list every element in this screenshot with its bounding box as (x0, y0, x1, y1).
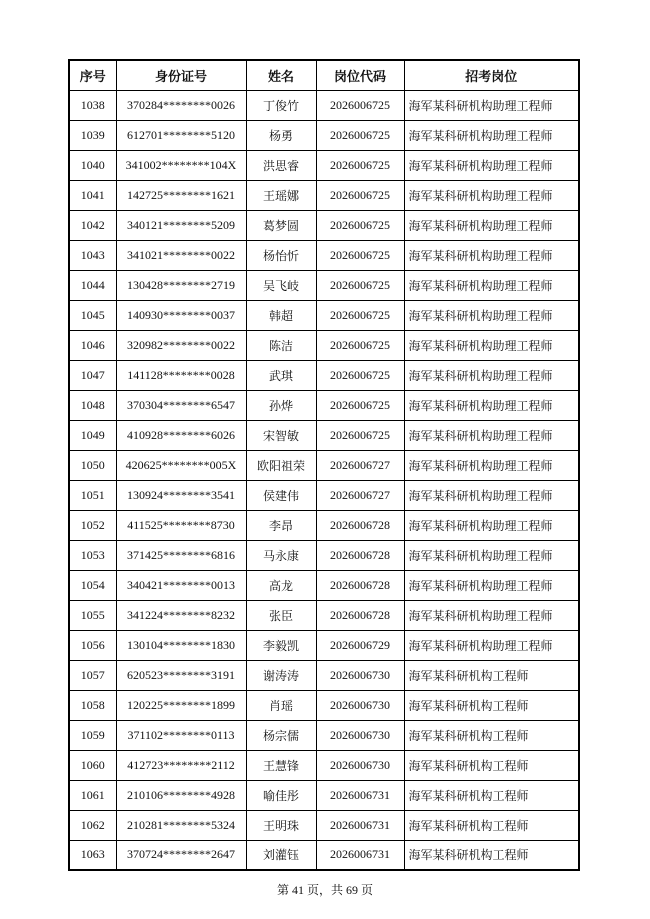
table-cell: 2026006730 (316, 660, 404, 690)
table-cell: 2026006725 (316, 150, 404, 180)
recruitment-roster-table (68, 59, 580, 871)
table-cell: 2026006727 (316, 480, 404, 510)
table-cell: 1047 (69, 360, 116, 390)
table-body (69, 90, 579, 870)
table-cell: 1048 (69, 390, 116, 420)
table-cell: 张臣 (246, 600, 316, 630)
table-cell: 海军某科研机构助理工程师 (404, 630, 579, 660)
table-cell: 612701********5120 (116, 120, 246, 150)
table-cell: 海军某科研机构工程师 (404, 840, 579, 870)
table-cell: 1050 (69, 450, 116, 480)
table-header-row (69, 60, 579, 90)
table-cell: 2026006730 (316, 750, 404, 780)
table-cell: 210281********5324 (116, 810, 246, 840)
table-cell: 340421********0013 (116, 570, 246, 600)
table-row (69, 660, 579, 690)
table-row (69, 420, 579, 450)
table-row (69, 450, 579, 480)
table-cell: 120225********1899 (116, 690, 246, 720)
table-cell: 2026006730 (316, 720, 404, 750)
page-number-footer: 第 41 页，共 69 页 (276, 883, 373, 897)
table-cell: 韩超 (246, 300, 316, 330)
table-cell: 海军某科研机构助理工程师 (404, 540, 579, 570)
table-cell: 喻佳彤 (246, 780, 316, 810)
table-cell: 410928********6026 (116, 420, 246, 450)
table-cell: 370304********6547 (116, 390, 246, 420)
table-row (69, 330, 579, 360)
column-header-1: 身份证号 (116, 60, 246, 90)
table-cell: 2026006725 (316, 330, 404, 360)
table-cell: 1058 (69, 690, 116, 720)
table-cell: 370284********0026 (116, 90, 246, 120)
table-cell: 1059 (69, 720, 116, 750)
table-cell: 2026006725 (316, 420, 404, 450)
table-cell: 2026006725 (316, 390, 404, 420)
table-cell: 刘灌钰 (246, 840, 316, 870)
table-row (69, 630, 579, 660)
table-row (69, 360, 579, 390)
table-cell: 杨宗儒 (246, 720, 316, 750)
table-cell: 海军某科研机构工程师 (404, 780, 579, 810)
table-cell: 370724********2647 (116, 840, 246, 870)
table-row (69, 780, 579, 810)
table-cell: 1062 (69, 810, 116, 840)
table-cell: 340121********5209 (116, 210, 246, 240)
table-cell: 140930********0037 (116, 300, 246, 330)
table-cell: 海军某科研机构助理工程师 (404, 600, 579, 630)
table-cell: 海军某科研机构助理工程师 (404, 210, 579, 240)
table-cell: 欧阳祖荣 (246, 450, 316, 480)
table-cell: 2026006725 (316, 240, 404, 270)
table-cell: 王慧锋 (246, 750, 316, 780)
table-cell: 620523********3191 (116, 660, 246, 690)
table-cell: 海军某科研机构助理工程师 (404, 450, 579, 480)
table-cell: 海军某科研机构助理工程师 (404, 90, 579, 120)
table-cell: 210106********4928 (116, 780, 246, 810)
table-cell: 海军某科研机构工程师 (404, 810, 579, 840)
table-cell: 侯建伟 (246, 480, 316, 510)
table-cell: 王瑶娜 (246, 180, 316, 210)
table-cell: 130924********3541 (116, 480, 246, 510)
table-cell: 142725********1621 (116, 180, 246, 210)
table-cell: 371425********6816 (116, 540, 246, 570)
table-cell: 海军某科研机构工程师 (404, 720, 579, 750)
table-cell: 130428********2719 (116, 270, 246, 300)
column-header-4: 招考岗位 (404, 60, 579, 90)
table-cell: 马永康 (246, 540, 316, 570)
table-row (69, 240, 579, 270)
table-cell: 杨怡忻 (246, 240, 316, 270)
table-cell: 李昂 (246, 510, 316, 540)
table-cell: 洪思睿 (246, 150, 316, 180)
table-cell: 1045 (69, 300, 116, 330)
table-row (69, 480, 579, 510)
table-cell: 1046 (69, 330, 116, 360)
table-cell: 1038 (69, 90, 116, 120)
table-cell: 海军某科研机构工程师 (404, 690, 579, 720)
table-cell: 2026006725 (316, 90, 404, 120)
table-cell: 谢涛涛 (246, 660, 316, 690)
table-cell: 2026006728 (316, 510, 404, 540)
table-cell: 海军某科研机构助理工程师 (404, 330, 579, 360)
table-row (69, 600, 579, 630)
table-cell: 海军某科研机构助理工程师 (404, 270, 579, 300)
table-cell: 1054 (69, 570, 116, 600)
table-cell: 2026006729 (316, 630, 404, 660)
table-cell: 1053 (69, 540, 116, 570)
table-cell: 1052 (69, 510, 116, 540)
table-cell: 海军某科研机构助理工程师 (404, 300, 579, 330)
table-row (69, 210, 579, 240)
table-row (69, 270, 579, 300)
table-row (69, 840, 579, 870)
table-cell: 2026006725 (316, 300, 404, 330)
table-cell: 宋智敏 (246, 420, 316, 450)
table-cell: 海军某科研机构助理工程师 (404, 420, 579, 450)
table-cell: 海军某科研机构助理工程师 (404, 510, 579, 540)
table-cell: 411525********8730 (116, 510, 246, 540)
column-header-0: 序号 (69, 60, 116, 90)
table-row (69, 390, 579, 420)
table-cell: 海军某科研机构工程师 (404, 750, 579, 780)
table-cell: 2026006731 (316, 780, 404, 810)
table-cell: 320982********0022 (116, 330, 246, 360)
table-cell: 141128********0028 (116, 360, 246, 390)
table-cell: 1039 (69, 120, 116, 150)
table-cell: 海军某科研机构助理工程师 (404, 180, 579, 210)
table-cell: 341021********0022 (116, 240, 246, 270)
table-row (69, 690, 579, 720)
table-row (69, 720, 579, 750)
table-cell: 2026006728 (316, 570, 404, 600)
table-cell: 丁俊竹 (246, 90, 316, 120)
column-header-2: 姓名 (246, 60, 316, 90)
table-cell: 李毅凯 (246, 630, 316, 660)
table-row (69, 300, 579, 330)
table-cell: 海军某科研机构助理工程师 (404, 150, 579, 180)
table-row (69, 510, 579, 540)
table-cell: 海军某科研机构助理工程师 (404, 360, 579, 390)
table-cell: 2026006725 (316, 210, 404, 240)
table-cell: 1044 (69, 270, 116, 300)
table-cell: 杨勇 (246, 120, 316, 150)
table-cell: 1043 (69, 240, 116, 270)
table-cell: 高龙 (246, 570, 316, 600)
table-cell: 2026006727 (316, 450, 404, 480)
table-cell: 341224********8232 (116, 600, 246, 630)
table-cell: 1041 (69, 180, 116, 210)
table-cell: 王明珠 (246, 810, 316, 840)
table-row (69, 150, 579, 180)
table-cell: 130104********1830 (116, 630, 246, 660)
table-cell: 孙烨 (246, 390, 316, 420)
table-row (69, 540, 579, 570)
table-cell: 海军某科研机构助理工程师 (404, 390, 579, 420)
table-cell: 海军某科研机构助理工程师 (404, 570, 579, 600)
table-cell: 1040 (69, 150, 116, 180)
table-cell: 1056 (69, 630, 116, 660)
table-cell: 1049 (69, 420, 116, 450)
table-cell: 1063 (69, 840, 116, 870)
table-cell: 1057 (69, 660, 116, 690)
table-cell: 1051 (69, 480, 116, 510)
table-cell: 2026006725 (316, 120, 404, 150)
column-header-3: 岗位代码 (316, 60, 404, 90)
table-cell: 1061 (69, 780, 116, 810)
table-cell: 2026006725 (316, 180, 404, 210)
table-row (69, 120, 579, 150)
table-cell: 2026006728 (316, 540, 404, 570)
table-cell: 2026006730 (316, 690, 404, 720)
table-cell: 2026006725 (316, 360, 404, 390)
table-cell: 1060 (69, 750, 116, 780)
table-cell: 341002********104X (116, 150, 246, 180)
table-cell: 海军某科研机构助理工程师 (404, 480, 579, 510)
table-cell: 海军某科研机构工程师 (404, 660, 579, 690)
table-cell: 葛梦圆 (246, 210, 316, 240)
table-cell: 1055 (69, 600, 116, 630)
table-row (69, 570, 579, 600)
table-row (69, 180, 579, 210)
table-cell: 肖瑶 (246, 690, 316, 720)
table-row (69, 90, 579, 120)
table-cell: 2026006725 (316, 270, 404, 300)
table-cell: 1042 (69, 210, 116, 240)
table-cell: 412723********2112 (116, 750, 246, 780)
table-row (69, 810, 579, 840)
table-cell: 海军某科研机构助理工程师 (404, 240, 579, 270)
table-cell: 2026006731 (316, 810, 404, 840)
table-cell: 371102********0113 (116, 720, 246, 750)
table-cell: 420625********005X (116, 450, 246, 480)
table-row (69, 750, 579, 780)
table-cell: 海军某科研机构助理工程师 (404, 120, 579, 150)
table-cell: 2026006728 (316, 600, 404, 630)
table-cell: 陈洁 (246, 330, 316, 360)
table-cell: 2026006731 (316, 840, 404, 870)
table-cell: 武琪 (246, 360, 316, 390)
table-cell: 吴飞岐 (246, 270, 316, 300)
